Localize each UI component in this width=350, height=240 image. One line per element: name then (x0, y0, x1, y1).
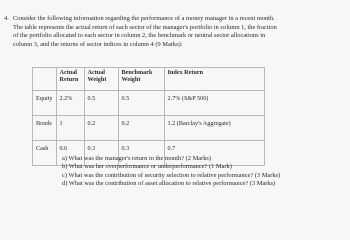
table-header-corner (33, 68, 57, 91)
cell-actual-return: 0.6 (56, 141, 84, 166)
cell-benchmark-weight: 0.5 (118, 91, 164, 116)
table-row (33, 91, 265, 116)
question-item: d) What was the contribution of asset allocation to relative performance? (3 Marks) (62, 180, 276, 188)
header-benchmark-weight: Benchmark Weight (118, 68, 164, 91)
row-label: Bonds (33, 116, 57, 141)
cell-index-return: 0.7 (164, 141, 264, 166)
intro-line: Consider the following information regarding the performance of a money manager in a recent month. (13, 15, 275, 22)
row-label: Cash (33, 141, 57, 166)
question-list (62, 155, 280, 189)
cell-actual-return: 1 (56, 116, 84, 141)
question-item: c) What was the contribution of security selection to relative performance? (3 Marks) (62, 171, 281, 179)
question-intro (13, 15, 343, 49)
cell-actual-return: 2.2% (56, 91, 84, 116)
cell-benchmark-weight: 0.3 (118, 141, 164, 166)
row-label: Equity (33, 91, 57, 116)
header-actual-weight: Actual Weight (84, 68, 118, 91)
cell-actual-weight: 0.3 (84, 141, 118, 166)
intro-line: of the portfolio allocated to each sector in column 2, the benchmark or neutral sector allocations in (13, 32, 266, 40)
header-index-return: Index Return (164, 68, 264, 91)
cell-actual-weight: 0.5 (84, 91, 118, 116)
question-item: b) What was her overperformance or underperformance? (1 Mark) (62, 163, 232, 171)
cell-actual-weight: 0.2 (84, 116, 118, 141)
intro-line: column 3, and the returns of sector indices in column 4 (9 Marks): (13, 40, 183, 48)
question-item: a) What was the manager's return in the month? (2 Marks) (62, 155, 212, 162)
intro-line: The table represents the actual return of each sector of the manager's portfolio in column 1, the fraction (13, 23, 277, 31)
table-header-row (33, 68, 265, 91)
performance-table (32, 67, 265, 166)
cell-index-return: 1.2 (Barclay's Aggregate) (164, 116, 264, 141)
cell-benchmark-weight: 0.2 (118, 116, 164, 141)
question-number: 4. (4, 15, 9, 22)
header-actual-return: Actual Return (56, 68, 84, 91)
table-row (33, 116, 265, 141)
cell-index-return: 2.7% (S&P 500) (164, 91, 264, 116)
